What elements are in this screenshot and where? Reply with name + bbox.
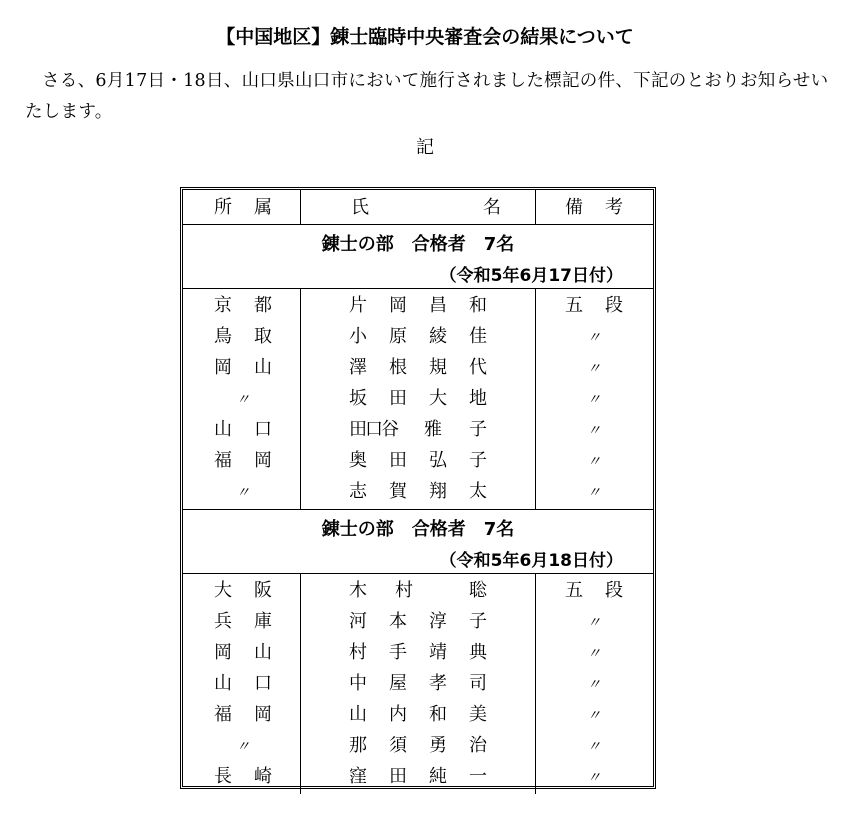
name-char: 綾	[429, 326, 447, 347]
header-affiliation-text-char: 所	[214, 197, 232, 218]
name-char: 司	[469, 673, 487, 694]
note-cell	[538, 445, 650, 478]
affiliation-cell	[187, 290, 299, 321]
header-affiliation-text	[214, 192, 272, 223]
note-cell-text-char: 段	[605, 580, 623, 601]
name-text	[349, 476, 487, 507]
name-text	[349, 575, 487, 606]
affiliation-cell-text-char: 岡	[214, 642, 232, 663]
name-cell	[303, 476, 535, 507]
affiliation-cell	[187, 383, 299, 416]
affiliation-cell	[187, 575, 299, 606]
name-char: 大	[429, 388, 447, 409]
name-cell	[303, 321, 535, 352]
column-divider	[535, 573, 536, 794]
table-row	[183, 321, 653, 352]
name-cell	[303, 730, 535, 761]
name-char: 聡	[469, 580, 487, 601]
table-row	[183, 414, 653, 445]
name-char: 地	[469, 388, 487, 409]
note-cell	[538, 730, 650, 763]
affiliation-cell-text: 〃	[236, 485, 250, 501]
name-char: 勇	[429, 735, 447, 756]
note-cell-text: 〃	[587, 423, 601, 439]
table-row	[183, 445, 653, 476]
note-cell-text-char: 段	[605, 295, 623, 316]
affiliation-cell-text-char: 取	[254, 326, 272, 347]
note-cell	[538, 352, 650, 385]
note-cell	[538, 761, 650, 794]
note-cell-text: 〃	[587, 361, 601, 377]
name-char: 根	[389, 357, 407, 378]
name-cell	[303, 668, 535, 699]
table-row	[183, 637, 653, 668]
header-name-text	[351, 192, 501, 223]
name-char: 奥	[349, 450, 367, 471]
affiliation-cell-text	[214, 699, 272, 730]
name-char: 美	[469, 704, 487, 725]
name-text	[349, 699, 487, 730]
header-name	[303, 192, 535, 223]
note-cell-text: 〃	[587, 739, 601, 755]
name-text	[349, 414, 487, 445]
affiliation-cell	[187, 668, 299, 699]
affiliation-cell	[187, 761, 299, 792]
name-char: 昌	[429, 295, 447, 316]
name-char: 田	[389, 450, 407, 471]
name-char: 子	[469, 419, 487, 440]
name-char: 規	[429, 357, 447, 378]
ki-heading: 記	[416, 137, 434, 158]
name-char: 雅	[424, 419, 442, 440]
header-name-char: 名	[483, 197, 501, 218]
name-char: 本	[389, 611, 407, 632]
column-divider	[535, 190, 536, 224]
affiliation-cell-text-char: 崎	[254, 766, 272, 787]
note-cell	[538, 476, 650, 509]
affiliation-cell-text-char: 大	[214, 580, 232, 601]
affiliation-cell-text	[214, 761, 272, 792]
name-cell	[303, 761, 535, 792]
column-divider	[300, 190, 301, 224]
header-note	[538, 192, 650, 223]
name-char: 佳	[469, 326, 487, 347]
name-text	[349, 668, 487, 699]
name-text	[349, 637, 487, 668]
note-cell	[538, 575, 650, 606]
name-char: 内	[389, 704, 407, 725]
affiliation-cell-text-char: 岡	[214, 357, 232, 378]
header-affiliation-text-char: 属	[254, 197, 272, 218]
name-char: 村	[395, 580, 413, 601]
name-char: 中	[349, 673, 367, 694]
note-cell	[538, 699, 650, 732]
name-char: 太	[469, 481, 487, 502]
affiliation-cell-text-char: 山	[254, 642, 272, 663]
name-char: 窪	[349, 766, 367, 787]
name-char: 靖	[429, 642, 447, 663]
section-date: （令和5年6月17日付）	[439, 266, 623, 286]
affiliation-cell-text	[214, 290, 272, 321]
name-char: 手	[389, 642, 407, 663]
affiliation-cell-text-char: 阪	[254, 580, 272, 601]
affiliation-cell	[187, 445, 299, 476]
name-cell	[303, 606, 535, 637]
header-note-text-char: 備	[565, 197, 583, 218]
affiliation-cell	[187, 414, 299, 445]
table-row	[183, 668, 653, 699]
note-cell-text: 〃	[587, 485, 601, 501]
affiliation-cell	[187, 476, 299, 509]
name-char: 河	[349, 611, 367, 632]
affiliation-cell	[187, 730, 299, 763]
affiliation-cell-text	[214, 445, 272, 476]
name-char: 澤	[349, 357, 367, 378]
note-cell	[538, 637, 650, 670]
section-date: （令和5年6月18日付）	[439, 551, 623, 571]
table-row	[183, 575, 653, 606]
affiliation-cell-text-char: 福	[214, 704, 232, 725]
affiliation-cell-text	[214, 575, 272, 606]
affiliation-cell-text-char: 山	[214, 673, 232, 694]
name-char: 田	[389, 766, 407, 787]
name-text	[349, 445, 487, 476]
name-char: 一	[469, 766, 487, 787]
name-char: 治	[469, 735, 487, 756]
affiliation-cell-text: 〃	[236, 392, 250, 408]
page-title: 【中国地区】錬士臨時中央審査会の結果について	[216, 26, 634, 48]
note-cell-text: 〃	[587, 454, 601, 470]
note-cell-text	[565, 290, 623, 321]
name-cell	[303, 352, 535, 383]
name-char: 淳	[429, 611, 447, 632]
note-cell-text-char: 五	[565, 580, 583, 601]
results-table	[180, 187, 656, 789]
affiliation-cell-text-char: 都	[254, 295, 272, 316]
affiliation-cell-text-char: 京	[214, 295, 232, 316]
note-cell	[538, 668, 650, 701]
name-text	[349, 606, 487, 637]
name-char: 原	[389, 326, 407, 347]
affiliation-cell	[187, 321, 299, 352]
column-divider	[300, 573, 301, 794]
note-cell	[538, 606, 650, 639]
note-cell-text: 〃	[587, 615, 601, 631]
name-char: 賀	[389, 481, 407, 502]
affiliation-cell-text-char: 鳥	[214, 326, 232, 347]
affiliation-cell-text	[214, 414, 272, 445]
name-char: 那	[349, 735, 367, 756]
name-text	[349, 383, 487, 414]
affiliation-cell-text-char: 庫	[254, 611, 272, 632]
affiliation-cell-text	[214, 637, 272, 668]
note-cell	[538, 414, 650, 447]
header-name-char: 氏	[351, 197, 369, 218]
affiliation-cell-text	[214, 668, 272, 699]
affiliation-cell-text-char: 岡	[254, 704, 272, 725]
name-char: 小	[349, 326, 367, 347]
section-title: 錬士の部 合格者 7名	[321, 519, 515, 540]
affiliation-cell-text	[214, 352, 272, 383]
note-cell	[538, 383, 650, 416]
name-cell	[303, 575, 535, 606]
affiliation-cell	[187, 352, 299, 383]
note-cell	[538, 321, 650, 354]
name-char: 子	[469, 611, 487, 632]
name-text	[349, 290, 487, 321]
section-divider	[183, 573, 653, 574]
affiliation-cell-text-char: 長	[214, 766, 232, 787]
intro-paragraph: さる、6月17日・18日、山口県山口市において施行されました標記の件、下記のとおりお知らせいたします。	[25, 71, 829, 122]
name-char: 孝	[429, 673, 447, 694]
table-row	[183, 352, 653, 383]
name-cell	[303, 290, 535, 321]
name-char: 純	[429, 766, 447, 787]
affiliation-cell-text-char: 福	[214, 450, 232, 471]
header-affiliation	[187, 192, 299, 223]
affiliation-cell	[187, 606, 299, 637]
name-char: 坂	[349, 388, 367, 409]
name-char: 志	[349, 481, 367, 502]
name-cell	[303, 383, 535, 414]
column-divider	[535, 288, 536, 509]
name-char: 田	[389, 388, 407, 409]
name-cell	[303, 637, 535, 668]
note-cell	[538, 290, 650, 321]
affiliation-cell-text: 〃	[236, 739, 250, 755]
name-text	[349, 321, 487, 352]
name-char: 山	[349, 704, 367, 725]
note-cell-text: 〃	[587, 646, 601, 662]
note-cell-text-char: 五	[565, 295, 583, 316]
header-divider	[183, 224, 653, 225]
name-text	[349, 730, 487, 761]
note-cell-text	[565, 575, 623, 606]
affiliation-cell-text-char: 山	[214, 419, 232, 440]
name-char: 片	[349, 295, 367, 316]
affiliation-cell-text	[214, 321, 272, 352]
name-cell	[303, 699, 535, 730]
name-char: 村	[349, 642, 367, 663]
affiliation-cell	[187, 699, 299, 730]
table-row	[183, 290, 653, 321]
name-char: 木	[349, 580, 367, 601]
name-char: 典	[469, 642, 487, 663]
name-cell	[303, 414, 535, 445]
name-char: 田口谷	[349, 419, 397, 440]
header-note-text	[565, 192, 623, 223]
affiliation-cell-text-char: 口	[254, 673, 272, 694]
table-row	[183, 383, 653, 414]
note-cell-text: 〃	[587, 708, 601, 724]
affiliation-cell-text	[214, 606, 272, 637]
name-char: 翔	[429, 481, 447, 502]
section-divider	[183, 288, 653, 289]
note-cell-text: 〃	[587, 392, 601, 408]
table-row	[183, 761, 653, 792]
table-row	[183, 730, 653, 761]
affiliation-cell-text-char: 岡	[254, 450, 272, 471]
table-header-row	[183, 192, 653, 223]
note-cell-text: 〃	[587, 677, 601, 693]
name-text	[349, 352, 487, 383]
name-text	[349, 761, 487, 792]
table-row	[183, 606, 653, 637]
note-cell-text: 〃	[587, 770, 601, 786]
affiliation-cell-text-char: 山	[254, 357, 272, 378]
table-row	[183, 699, 653, 730]
name-char: 和	[469, 295, 487, 316]
name-cell	[303, 445, 535, 476]
section-divider	[183, 509, 653, 510]
section-title: 錬士の部 合格者 7名	[321, 234, 515, 255]
affiliation-cell	[187, 637, 299, 668]
name-char: 子	[469, 450, 487, 471]
name-char: 代	[469, 357, 487, 378]
note-cell-text: 〃	[587, 330, 601, 346]
column-divider	[300, 288, 301, 509]
name-char: 屋	[389, 673, 407, 694]
name-char: 岡	[389, 295, 407, 316]
name-char: 須	[389, 735, 407, 756]
affiliation-cell-text-char: 口	[254, 419, 272, 440]
header-note-text-char: 考	[605, 197, 623, 218]
name-char: 和	[429, 704, 447, 725]
affiliation-cell-text-char: 兵	[214, 611, 232, 632]
table-row	[183, 476, 653, 507]
name-char: 弘	[429, 450, 447, 471]
